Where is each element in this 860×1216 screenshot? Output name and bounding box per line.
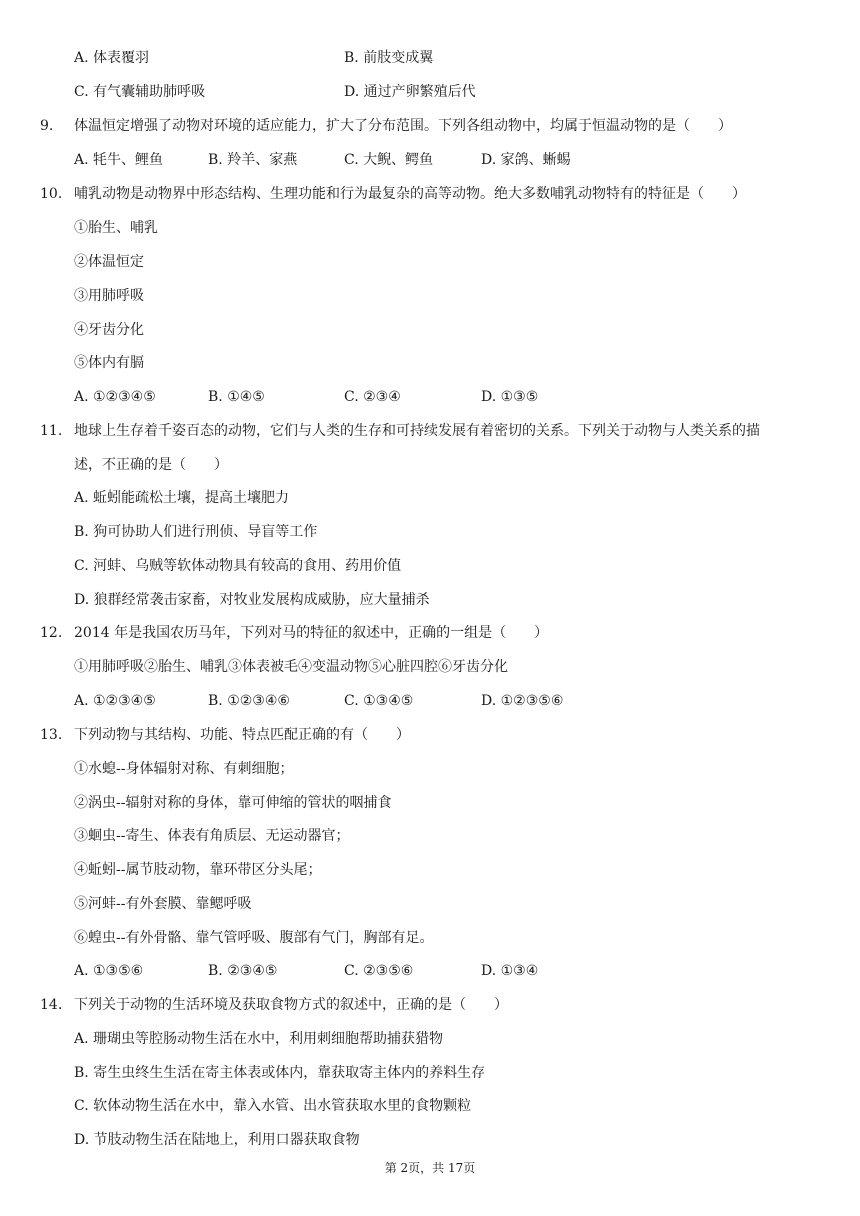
q11-stem-line1: 地球上生存着千姿百态的动物，它们与人类的生存和可持续发展有着密切的关系。下列关于动物与人类关系的描 <box>74 423 760 439</box>
q12-option-c: C. ①③④⑤ <box>344 693 414 709</box>
q14-option-d: D. 节肢动物生活在陆地上，利用口器获取食物 <box>74 1132 360 1148</box>
q13-item-6: ⑥蝗虫--有外骨骼、靠气管呼吸、腹部有气门，胸部有足。 <box>74 930 434 946</box>
q11-option-c: C. 河蚌、乌贼等软体动物具有较高的食用、药用价值 <box>74 558 402 574</box>
q13-stem: 下列动物与其结构、功能、特点匹配正确的有（ ） <box>74 727 410 743</box>
q9-option-a: A. 牦牛、鲤鱼 <box>74 152 164 168</box>
q13-option-a: A. ①③⑤⑥ <box>74 963 144 979</box>
q9-option-c: C. 大鲵、鳄鱼 <box>344 152 434 168</box>
q12-stem: 2014 年是我国农历马年，下列对马的特征的叙述中，正确的一组是（ ） <box>74 625 549 641</box>
q13-option-d: D. ①③④ <box>481 963 539 979</box>
q13-option-c: C. ②③⑤⑥ <box>344 963 414 979</box>
q13-item-3: ③蛔虫--寄生、体表有角质层、无运动器官； <box>74 828 350 844</box>
q14-option-c: C. 软体动物生活在水中，靠入水管、出水管获取水里的食物颗粒 <box>74 1098 472 1114</box>
q14-option-b: B. 寄生虫终生生活在寄主体表或体内，靠获取寄主体内的养料生存 <box>74 1065 486 1081</box>
q10-option-d: D. ①③⑤ <box>481 389 539 405</box>
q11-option-a: A. 蚯蚓能疏松土壤，提高土壤肥力 <box>74 490 290 506</box>
q10-item-4: ④牙齿分化 <box>74 322 144 338</box>
q10-number: 10. <box>40 186 63 202</box>
q12-option-b: B. ①②③④⑥ <box>208 693 290 709</box>
q8-option-b: B. 前肢变成翼 <box>344 50 434 66</box>
q12-item-1: ①用肺呼吸②胎生、哺乳③体表被毛④变温动物⑤心脏四腔⑥牙齿分化 <box>74 659 508 675</box>
q13-item-4: ④蚯蚓--属节肢动物，靠环带区分头尾； <box>74 862 322 878</box>
q10-option-a: A. ①②③④⑤ <box>74 389 156 405</box>
q11-stem-line2: 述，不正确的是（ ） <box>74 457 228 473</box>
q11-number: 11. <box>40 423 63 439</box>
q9-number: 9. <box>40 118 54 134</box>
q13-item-2: ②涡虫--辐射对称的身体，靠可伸缩的管状的咽捕食 <box>74 795 392 811</box>
q13-item-5: ⑤河蚌--有外套膜、靠鳃呼吸 <box>74 896 252 912</box>
q8-option-d: D. 通过产卵繁殖后代 <box>344 84 476 100</box>
q12-option-a: A. ①②③④⑤ <box>74 693 156 709</box>
q8-option-c: C. 有气囊辅助肺呼吸 <box>74 84 206 100</box>
q10-item-5: ⑤体内有膈 <box>74 355 144 371</box>
q10-item-2: ②体温恒定 <box>74 254 144 270</box>
q13-item-1: ①水螅--身体辐射对称、有刺细胞； <box>74 761 294 777</box>
q12-option-d: D. ①②③⑤⑥ <box>481 693 564 709</box>
q9-option-d: D. 家鸽、蜥蜴 <box>481 152 571 168</box>
q14-stem: 下列关于动物的生活环境及获取食物方式的叙述中，正确的是（ ） <box>74 997 508 1013</box>
q13-option-b: B. ②③④⑤ <box>208 963 278 979</box>
q10-option-b: B. ①④⑤ <box>208 389 265 405</box>
q14-number: 14. <box>40 997 63 1013</box>
q10-item-3: ③用肺呼吸 <box>74 288 144 304</box>
q10-stem: 哺乳动物是动物界中形态结构、生理功能和行为最复杂的高等动物。绝大多数哺乳动物特有的特征是（ ） <box>74 186 746 202</box>
q11-option-d: D. 狼群经常袭击家畜，对牧业发展构成威胁，应大量捕杀 <box>74 592 430 608</box>
q14-option-a: A. 珊瑚虫等腔肠动物生活在水中，利用刺细胞帮助捕获猎物 <box>74 1031 444 1047</box>
q8-option-a: A. 体表覆羽 <box>74 50 150 66</box>
q10-option-c: C. ②③④ <box>344 389 401 405</box>
q12-number: 12. <box>40 625 63 641</box>
q9-option-b: B. 羚羊、家燕 <box>208 152 298 168</box>
q13-number: 13. <box>40 727 63 743</box>
q10-item-1: ①胎生、哺乳 <box>74 220 158 236</box>
page-footer: 第 2页，共 17页 <box>384 1161 476 1175</box>
q9-stem: 体温恒定增强了动物对环境的适应能力，扩大了分布范围。下列各组动物中，均属于恒温动物的是（ ） <box>74 118 732 134</box>
q11-option-b: B. 狗可协助人们进行刑侦、导盲等工作 <box>74 524 318 540</box>
